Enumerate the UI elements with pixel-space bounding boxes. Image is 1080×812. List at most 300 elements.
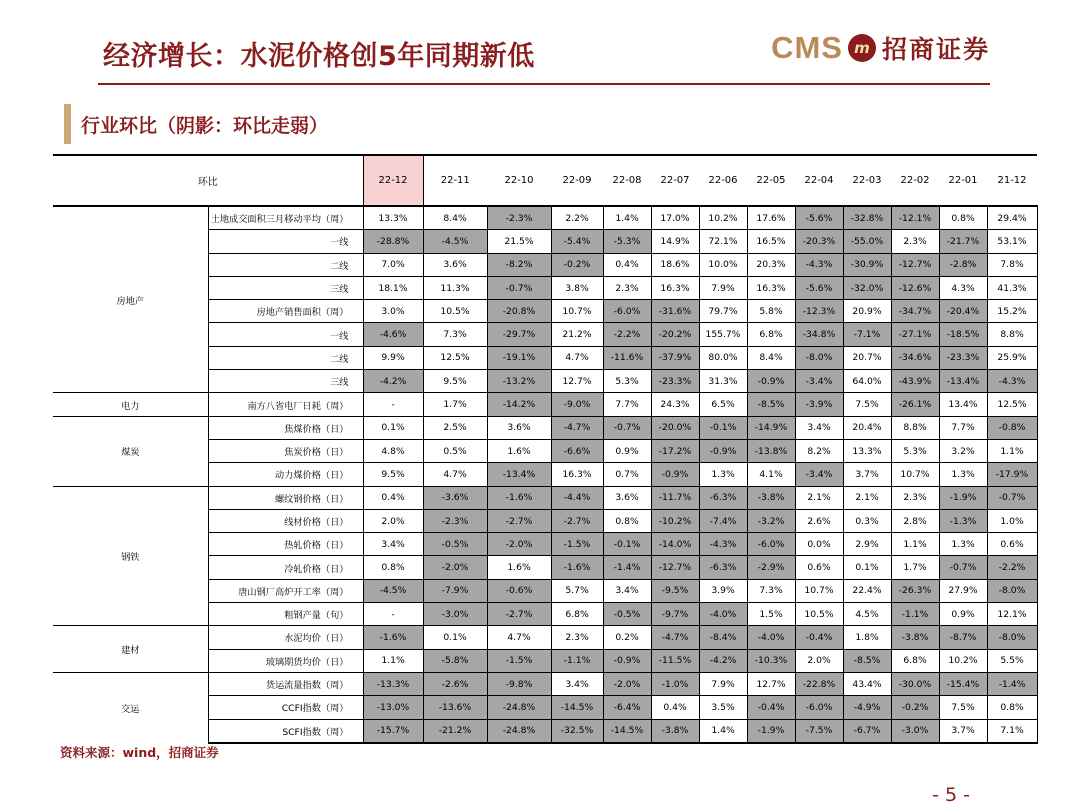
value-cell: -8.0% bbox=[987, 626, 1037, 649]
value-cell: 7.9% bbox=[699, 276, 747, 299]
value-cell: 18.6% bbox=[651, 253, 699, 276]
value-cell: 9.9% bbox=[363, 346, 423, 369]
indicator-label: 水泥均价（日） bbox=[208, 626, 363, 649]
value-cell: 2.3% bbox=[551, 626, 603, 649]
column-header: 22-09 bbox=[551, 155, 603, 206]
indicator-label: 三线 bbox=[208, 370, 363, 393]
value-cell: -32.8% bbox=[843, 206, 891, 230]
value-cell: 8.4% bbox=[747, 346, 795, 369]
value-cell: -3.4% bbox=[795, 463, 843, 486]
value-cell: 5.8% bbox=[747, 300, 795, 323]
value-cell: 13.4% bbox=[939, 393, 987, 416]
value-cell: 1.7% bbox=[891, 556, 939, 579]
value-cell: -32.5% bbox=[551, 719, 603, 743]
value-cell: -4.7% bbox=[551, 416, 603, 439]
column-header: 22-10 bbox=[487, 155, 551, 206]
value-cell: 10.2% bbox=[699, 206, 747, 230]
value-cell: -4.3% bbox=[987, 370, 1037, 393]
value-cell: -6.3% bbox=[699, 556, 747, 579]
value-cell: 31.3% bbox=[699, 370, 747, 393]
value-cell: -24.8% bbox=[487, 696, 551, 719]
value-cell: -4.4% bbox=[551, 486, 603, 509]
column-header: 22-06 bbox=[699, 155, 747, 206]
value-cell: 7.5% bbox=[843, 393, 891, 416]
value-cell: -6.6% bbox=[551, 439, 603, 462]
column-header: 22-05 bbox=[747, 155, 795, 206]
value-cell: -1.5% bbox=[487, 649, 551, 672]
value-cell: -2.2% bbox=[987, 556, 1037, 579]
value-cell: 2.2% bbox=[551, 206, 603, 230]
value-cell: -0.9% bbox=[747, 370, 795, 393]
value-cell: 2.3% bbox=[891, 230, 939, 253]
value-cell: -2.6% bbox=[423, 672, 487, 695]
page-number: - 5 - bbox=[932, 784, 970, 806]
value-cell: 0.8% bbox=[939, 206, 987, 230]
value-cell: -34.6% bbox=[891, 346, 939, 369]
value-cell: 10.5% bbox=[423, 300, 487, 323]
indicator-label: 焦炭价格（日） bbox=[208, 439, 363, 462]
value-cell: 53.1% bbox=[987, 230, 1037, 253]
value-cell: 10.7% bbox=[795, 579, 843, 602]
value-cell: 21.2% bbox=[551, 323, 603, 346]
value-cell: -12.1% bbox=[891, 206, 939, 230]
indicator-label: 一线 bbox=[208, 323, 363, 346]
value-cell: 3.5% bbox=[699, 696, 747, 719]
value-cell: -13.4% bbox=[487, 463, 551, 486]
value-cell: -20.3% bbox=[795, 230, 843, 253]
value-cell: -0.4% bbox=[747, 696, 795, 719]
value-cell: 17.6% bbox=[747, 206, 795, 230]
value-cell: -3.8% bbox=[651, 719, 699, 743]
value-cell: -20.0% bbox=[651, 416, 699, 439]
table-header-row bbox=[53, 155, 1037, 206]
indicator-label: 土地成交面积三月移动平均（周） bbox=[208, 206, 363, 230]
value-cell: -1.0% bbox=[651, 672, 699, 695]
value-cell: 1.0% bbox=[987, 509, 1037, 532]
value-cell: -20.4% bbox=[939, 300, 987, 323]
value-cell: -1.4% bbox=[987, 672, 1037, 695]
value-cell: -1.5% bbox=[551, 533, 603, 556]
value-cell: 7.3% bbox=[423, 323, 487, 346]
value-cell: -1.6% bbox=[363, 626, 423, 649]
value-cell: 1.6% bbox=[487, 439, 551, 462]
value-cell: -1.1% bbox=[891, 603, 939, 626]
value-cell: 8.8% bbox=[987, 323, 1037, 346]
value-cell: -2.0% bbox=[487, 533, 551, 556]
value-cell: 2.0% bbox=[795, 649, 843, 672]
column-header: 22-01 bbox=[939, 155, 987, 206]
category-cell: 钢铁 bbox=[53, 486, 208, 626]
value-cell: 17.0% bbox=[651, 206, 699, 230]
value-cell: 13.3% bbox=[843, 439, 891, 462]
value-cell: -5.3% bbox=[603, 230, 651, 253]
value-cell: 4.7% bbox=[551, 346, 603, 369]
value-cell: 3.6% bbox=[423, 253, 487, 276]
value-cell: -31.6% bbox=[651, 300, 699, 323]
value-cell: -0.2% bbox=[891, 696, 939, 719]
value-cell: 2.3% bbox=[603, 276, 651, 299]
value-cell: -0.2% bbox=[551, 253, 603, 276]
value-cell: 1.3% bbox=[939, 463, 987, 486]
value-cell: 6.8% bbox=[891, 649, 939, 672]
indicator-label: 热轧价格（日） bbox=[208, 533, 363, 556]
value-cell: 0.3% bbox=[843, 509, 891, 532]
value-cell: 4.1% bbox=[747, 463, 795, 486]
value-cell: 15.2% bbox=[987, 300, 1037, 323]
value-cell: 2.5% bbox=[423, 416, 487, 439]
value-cell: -11.7% bbox=[651, 486, 699, 509]
value-cell: 10.2% bbox=[939, 649, 987, 672]
value-cell: -9.8% bbox=[487, 672, 551, 695]
value-cell: 16.3% bbox=[551, 463, 603, 486]
column-header: 22-04 bbox=[795, 155, 843, 206]
value-cell: -21.2% bbox=[423, 719, 487, 743]
value-cell: 20.9% bbox=[843, 300, 891, 323]
value-cell: -0.5% bbox=[603, 603, 651, 626]
value-cell: -1.9% bbox=[939, 486, 987, 509]
value-cell: 4.5% bbox=[843, 603, 891, 626]
value-cell: 0.8% bbox=[363, 556, 423, 579]
indicator-label: 冷轧价格（日） bbox=[208, 556, 363, 579]
value-cell: -12.6% bbox=[891, 276, 939, 299]
value-cell: 5.3% bbox=[891, 439, 939, 462]
value-cell: 79.7% bbox=[699, 300, 747, 323]
value-cell: 8.2% bbox=[795, 439, 843, 462]
value-cell: 7.9% bbox=[699, 672, 747, 695]
value-cell: 2.9% bbox=[843, 533, 891, 556]
value-cell: 0.6% bbox=[987, 533, 1037, 556]
value-cell: -13.8% bbox=[747, 439, 795, 462]
value-cell: -12.3% bbox=[795, 300, 843, 323]
value-cell: 0.9% bbox=[939, 603, 987, 626]
value-cell: 3.6% bbox=[603, 486, 651, 509]
value-cell: 10.0% bbox=[699, 253, 747, 276]
value-cell: -0.7% bbox=[987, 486, 1037, 509]
value-cell: 12.5% bbox=[423, 346, 487, 369]
value-cell: 1.6% bbox=[487, 556, 551, 579]
value-cell: -4.7% bbox=[651, 626, 699, 649]
value-cell: 13.3% bbox=[363, 206, 423, 230]
value-cell: 7.8% bbox=[987, 253, 1037, 276]
value-cell: -30.9% bbox=[843, 253, 891, 276]
value-cell: 2.1% bbox=[795, 486, 843, 509]
logo-chinese-name: 招商证券 bbox=[881, 35, 990, 64]
value-cell: -18.5% bbox=[939, 323, 987, 346]
value-cell: -0.7% bbox=[603, 416, 651, 439]
value-cell: 22.4% bbox=[843, 579, 891, 602]
value-cell: -21.7% bbox=[939, 230, 987, 253]
table-row bbox=[53, 672, 1037, 695]
category-cell: 煤炭 bbox=[53, 416, 208, 486]
value-cell: 64.0% bbox=[843, 370, 891, 393]
value-cell: -11.6% bbox=[603, 346, 651, 369]
indicator-label: 南方八省电厂日耗（周） bbox=[208, 393, 363, 416]
value-cell: 8.4% bbox=[423, 206, 487, 230]
value-cell: -5.4% bbox=[551, 230, 603, 253]
value-cell: 9.5% bbox=[363, 463, 423, 486]
value-cell: 0.0% bbox=[795, 533, 843, 556]
value-cell: 5.7% bbox=[551, 579, 603, 602]
value-cell: 1.5% bbox=[747, 603, 795, 626]
value-cell: 1.7% bbox=[423, 393, 487, 416]
value-cell: -17.2% bbox=[651, 439, 699, 462]
value-cell: 1.1% bbox=[363, 649, 423, 672]
value-cell: -8.0% bbox=[795, 346, 843, 369]
value-cell: 20.4% bbox=[843, 416, 891, 439]
value-cell: 0.4% bbox=[651, 696, 699, 719]
value-cell: 6.8% bbox=[551, 603, 603, 626]
value-cell: -29.7% bbox=[487, 323, 551, 346]
value-cell: 2.6% bbox=[795, 509, 843, 532]
value-cell: -8.7% bbox=[939, 626, 987, 649]
value-cell: 3.7% bbox=[843, 463, 891, 486]
value-cell: 41.3% bbox=[987, 276, 1037, 299]
value-cell: -0.9% bbox=[699, 439, 747, 462]
value-cell: -2.3% bbox=[423, 509, 487, 532]
value-cell: -8.5% bbox=[843, 649, 891, 672]
table-row bbox=[53, 393, 1037, 416]
value-cell: 6.5% bbox=[699, 393, 747, 416]
value-cell: -0.4% bbox=[795, 626, 843, 649]
value-cell: -3.9% bbox=[795, 393, 843, 416]
value-cell: 43.4% bbox=[843, 672, 891, 695]
value-cell: -0.7% bbox=[487, 276, 551, 299]
indicator-label: 螺纹钢价格（日） bbox=[208, 486, 363, 509]
value-cell: -14.0% bbox=[651, 533, 699, 556]
table-row bbox=[53, 626, 1037, 649]
indicator-label: 唐山钢厂高炉开工率（周） bbox=[208, 579, 363, 602]
value-cell: -10.3% bbox=[747, 649, 795, 672]
column-header: 22-12 bbox=[363, 155, 423, 206]
value-cell: -4.5% bbox=[363, 579, 423, 602]
column-header: 22-03 bbox=[843, 155, 891, 206]
value-cell: -9.7% bbox=[651, 603, 699, 626]
value-cell: -4.5% bbox=[423, 230, 487, 253]
value-cell: -1.6% bbox=[551, 556, 603, 579]
value-cell: -2.9% bbox=[747, 556, 795, 579]
value-cell: -2.7% bbox=[551, 509, 603, 532]
value-cell: -30.0% bbox=[891, 672, 939, 695]
value-cell: -3.0% bbox=[423, 603, 487, 626]
value-cell: - bbox=[363, 603, 423, 626]
value-cell: -5.6% bbox=[795, 206, 843, 230]
value-cell: 1.1% bbox=[891, 533, 939, 556]
value-cell: -11.5% bbox=[651, 649, 699, 672]
logo-text: CMS bbox=[771, 30, 843, 65]
value-cell: -2.0% bbox=[603, 672, 651, 695]
category-cell: 建材 bbox=[53, 626, 208, 673]
value-cell: 1.3% bbox=[699, 463, 747, 486]
value-cell: 9.5% bbox=[423, 370, 487, 393]
value-cell: 0.1% bbox=[423, 626, 487, 649]
value-cell: -23.3% bbox=[651, 370, 699, 393]
value-cell: -13.3% bbox=[363, 672, 423, 695]
value-cell: 3.4% bbox=[603, 579, 651, 602]
value-cell: -6.0% bbox=[795, 696, 843, 719]
value-cell: 0.1% bbox=[843, 556, 891, 579]
section-title: 行业环比（阴影：环比走弱） bbox=[81, 114, 329, 137]
indicator-label: 三线 bbox=[208, 276, 363, 299]
indicator-label: 线材价格（日） bbox=[208, 509, 363, 532]
value-cell: 3.6% bbox=[487, 416, 551, 439]
category-cell: 房地产 bbox=[53, 206, 208, 393]
value-cell: 7.5% bbox=[939, 696, 987, 719]
column-header: 22-02 bbox=[891, 155, 939, 206]
value-cell: -3.8% bbox=[747, 486, 795, 509]
value-cell: -14.2% bbox=[487, 393, 551, 416]
value-cell: -13.0% bbox=[363, 696, 423, 719]
section-accent-bar bbox=[64, 104, 71, 144]
value-cell: 1.8% bbox=[843, 626, 891, 649]
mom-table bbox=[53, 154, 1038, 744]
value-cell: -2.0% bbox=[423, 556, 487, 579]
table-body bbox=[53, 206, 1037, 743]
value-cell: 4.3% bbox=[939, 276, 987, 299]
value-cell: 21.5% bbox=[487, 230, 551, 253]
value-cell: 10.7% bbox=[551, 300, 603, 323]
value-cell: -6.7% bbox=[843, 719, 891, 743]
value-cell: -13.4% bbox=[939, 370, 987, 393]
value-cell: 20.3% bbox=[747, 253, 795, 276]
value-cell: -2.2% bbox=[603, 323, 651, 346]
value-cell: -0.7% bbox=[939, 556, 987, 579]
value-cell: 80.0% bbox=[699, 346, 747, 369]
value-cell: 20.7% bbox=[843, 346, 891, 369]
value-cell: 7.7% bbox=[939, 416, 987, 439]
value-cell: -34.8% bbox=[795, 323, 843, 346]
value-cell: 4.7% bbox=[423, 463, 487, 486]
value-cell: -0.5% bbox=[423, 533, 487, 556]
value-cell: -13.2% bbox=[487, 370, 551, 393]
value-cell: -4.6% bbox=[363, 323, 423, 346]
value-cell: 4.8% bbox=[363, 439, 423, 462]
value-cell: 3.0% bbox=[363, 300, 423, 323]
value-cell: -2.8% bbox=[939, 253, 987, 276]
value-cell: 1.4% bbox=[603, 206, 651, 230]
value-cell: -27.1% bbox=[891, 323, 939, 346]
value-cell: -1.3% bbox=[939, 509, 987, 532]
value-cell: -19.1% bbox=[487, 346, 551, 369]
value-cell: -1.9% bbox=[747, 719, 795, 743]
value-cell: 72.1% bbox=[699, 230, 747, 253]
value-cell: 25.9% bbox=[987, 346, 1037, 369]
value-cell: -20.8% bbox=[487, 300, 551, 323]
value-cell: 2.3% bbox=[891, 486, 939, 509]
value-cell: -26.3% bbox=[891, 579, 939, 602]
value-cell: 5.5% bbox=[987, 649, 1037, 672]
value-cell: -4.0% bbox=[699, 603, 747, 626]
value-cell: -22.8% bbox=[795, 672, 843, 695]
indicator-label: 二线 bbox=[208, 346, 363, 369]
value-cell: 14.9% bbox=[651, 230, 699, 253]
value-cell: -0.1% bbox=[699, 416, 747, 439]
value-cell: -0.6% bbox=[487, 579, 551, 602]
value-cell: -4.0% bbox=[747, 626, 795, 649]
value-cell: 0.7% bbox=[603, 463, 651, 486]
value-cell: -2.7% bbox=[487, 509, 551, 532]
section-heading bbox=[64, 104, 328, 144]
value-cell: -43.9% bbox=[891, 370, 939, 393]
value-cell: -1.1% bbox=[551, 649, 603, 672]
value-cell: -12.7% bbox=[651, 556, 699, 579]
value-cell: -0.1% bbox=[603, 533, 651, 556]
value-cell: -3.6% bbox=[423, 486, 487, 509]
value-cell: -55.0% bbox=[843, 230, 891, 253]
value-cell: 0.2% bbox=[603, 626, 651, 649]
value-cell: -5.8% bbox=[423, 649, 487, 672]
indicator-label: 一线 bbox=[208, 230, 363, 253]
value-cell: -4.3% bbox=[699, 533, 747, 556]
value-cell: 10.5% bbox=[795, 603, 843, 626]
value-cell: -3.0% bbox=[891, 719, 939, 743]
value-cell: -8.4% bbox=[699, 626, 747, 649]
value-cell: 0.4% bbox=[363, 486, 423, 509]
indicator-label: 粗钢产量（旬） bbox=[208, 603, 363, 626]
value-cell: 7.0% bbox=[363, 253, 423, 276]
value-cell: -14.9% bbox=[747, 416, 795, 439]
value-cell: 7.1% bbox=[987, 719, 1037, 743]
value-cell: 11.3% bbox=[423, 276, 487, 299]
value-cell: -12.7% bbox=[891, 253, 939, 276]
value-cell: -34.7% bbox=[891, 300, 939, 323]
value-cell: -3.8% bbox=[891, 626, 939, 649]
value-cell: -7.9% bbox=[423, 579, 487, 602]
value-cell: -7.4% bbox=[699, 509, 747, 532]
value-cell: -23.3% bbox=[939, 346, 987, 369]
value-cell: -6.0% bbox=[603, 300, 651, 323]
value-cell: 16.3% bbox=[747, 276, 795, 299]
value-cell: 0.5% bbox=[423, 439, 487, 462]
value-cell: 3.8% bbox=[551, 276, 603, 299]
value-cell: 7.7% bbox=[603, 393, 651, 416]
value-cell: -7.1% bbox=[843, 323, 891, 346]
value-cell: 3.9% bbox=[699, 579, 747, 602]
category-cell: 交运 bbox=[53, 672, 208, 742]
indicator-label: SCFI指数（周） bbox=[208, 719, 363, 743]
value-cell: 2.1% bbox=[843, 486, 891, 509]
header-corner: 环比 bbox=[53, 155, 363, 206]
value-cell: -32.0% bbox=[843, 276, 891, 299]
value-cell: -13.6% bbox=[423, 696, 487, 719]
value-cell: -20.2% bbox=[651, 323, 699, 346]
brand-logo bbox=[771, 30, 990, 66]
value-cell: 24.3% bbox=[651, 393, 699, 416]
value-cell: 1.3% bbox=[939, 533, 987, 556]
value-cell: 0.1% bbox=[363, 416, 423, 439]
indicator-label: 动力煤价格（日） bbox=[208, 463, 363, 486]
value-cell: 8.8% bbox=[891, 416, 939, 439]
value-cell: -8.2% bbox=[487, 253, 551, 276]
value-cell: 3.4% bbox=[363, 533, 423, 556]
value-cell: 0.9% bbox=[603, 439, 651, 462]
value-cell: -15.7% bbox=[363, 719, 423, 743]
indicator-label: CCFI指数（周） bbox=[208, 696, 363, 719]
value-cell: 10.7% bbox=[891, 463, 939, 486]
value-cell: 0.8% bbox=[603, 509, 651, 532]
page-title: 经济增长：水泥价格创5年同期新低 bbox=[103, 41, 535, 72]
value-cell: 12.1% bbox=[987, 603, 1037, 626]
value-cell: -14.5% bbox=[551, 696, 603, 719]
column-header: 22-07 bbox=[651, 155, 699, 206]
value-cell: -26.1% bbox=[891, 393, 939, 416]
value-cell: 1.4% bbox=[699, 719, 747, 743]
value-cell: -0.9% bbox=[651, 463, 699, 486]
table-row bbox=[53, 486, 1037, 509]
value-cell: -4.2% bbox=[363, 370, 423, 393]
indicator-label: 二线 bbox=[208, 253, 363, 276]
value-cell: -2.7% bbox=[487, 603, 551, 626]
value-cell: -0.8% bbox=[987, 416, 1037, 439]
